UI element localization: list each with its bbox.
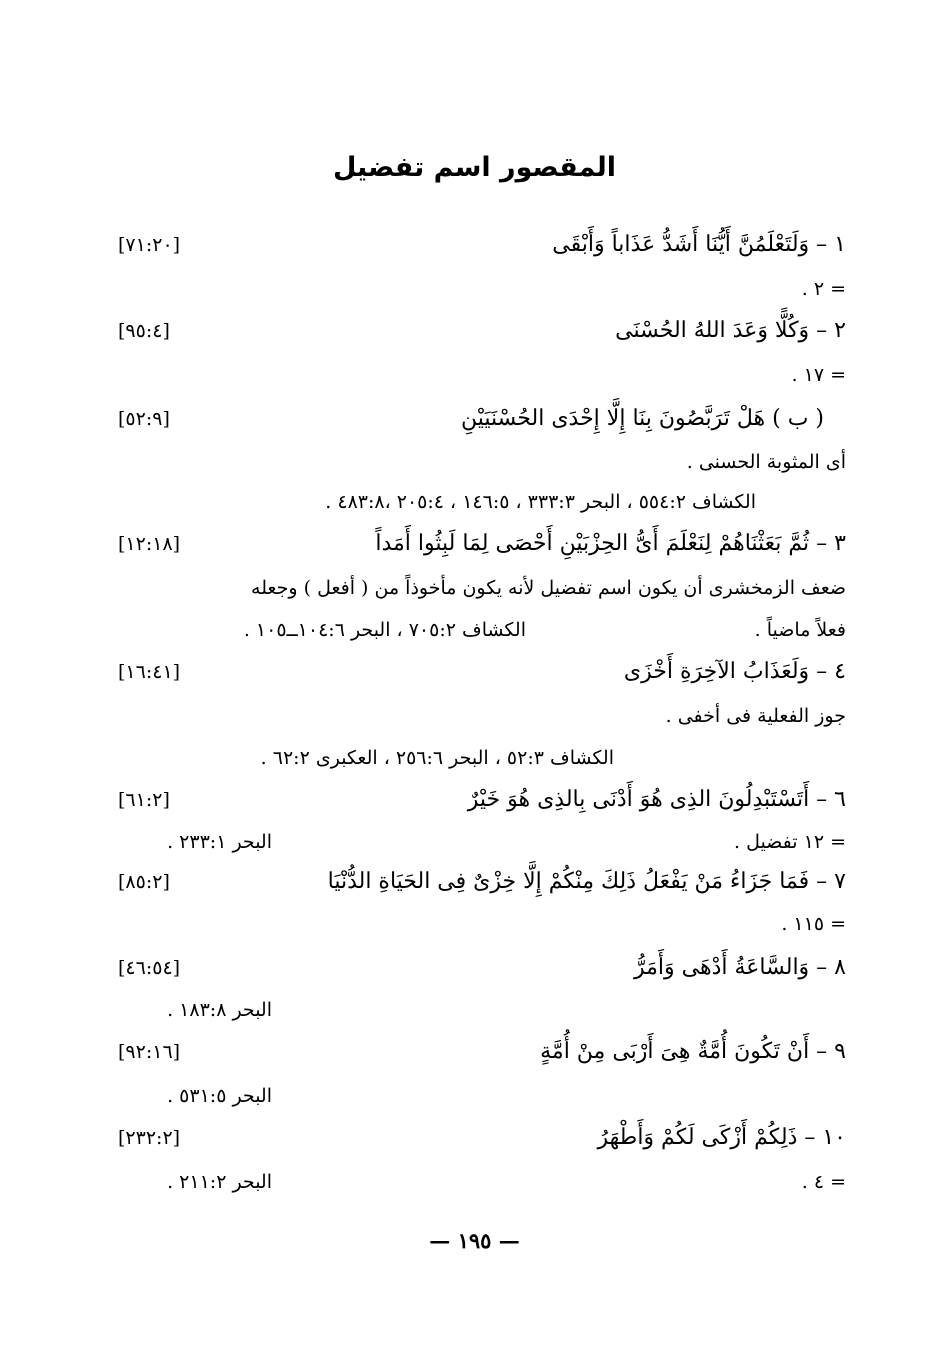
entry-8-line (118, 947, 846, 989)
entry-10-line (118, 1117, 846, 1159)
verse-reference: [٩٥:٤] (118, 320, 170, 342)
entry-3-commentary-cont (118, 609, 846, 651)
entry-6-note (118, 821, 846, 863)
verse-text: ( ب ) هَلْ تَرَبَّصُونَ بِنَا إِلَّا إِحْدَى الحُسْنَيَيْنِ (461, 406, 824, 431)
entry-3-commentary (118, 567, 846, 609)
verse-reference: [٢٣٢:٢] (118, 1127, 181, 1149)
entry-9-sources (118, 1075, 846, 1117)
note-text: = ١٢ تفضيل . (733, 831, 846, 853)
verse-text: ٨ – وَالسَّاعَةُ أَدْهَى وَأَمَرُّ (634, 955, 846, 980)
verse-reference: [٨٥:٢] (118, 871, 170, 893)
commentary-text: جوز الفعلية فى أخفى . (665, 705, 846, 727)
entry-8-sources (118, 989, 846, 1031)
source-citation: البحر ١٨٣:٨ . (167, 999, 272, 1021)
page-number: — ١٩٥ — (429, 1228, 520, 1253)
verse-reference: [٦١:٢] (118, 789, 170, 811)
entry-4-line (118, 651, 846, 693)
note-text: = ١١٥ . (781, 913, 846, 935)
entry-4-sources (118, 737, 846, 779)
verse-reference: [٧١:٢٠] (118, 234, 181, 256)
entry-7-line (118, 861, 846, 903)
verse-text: ١ – وَلَتَعْلَمُنَّ أَيُّنَا أَشَدُّ عَذَاباً وَأَبْقَى (552, 232, 846, 257)
source-citation: البحر ٢١١:٢ . (167, 1171, 272, 1193)
entry-3-line (118, 523, 846, 565)
page-title: المقصور اسم تفضيل (332, 152, 617, 183)
verse-text: ٦ – أَتَسْتَبْدِلُونَ الذِى هُوَ أَدْنَى بِالذِى هُوَ خَيْرٌ (467, 787, 846, 812)
source-citation: الكشاف ٧٠٥:٢ ، البحر ١٠٤:٦ــ١٠٥ . (243, 619, 526, 641)
entry-10-note (118, 1161, 846, 1203)
entry-2b-commentary (118, 441, 846, 483)
commentary-text: أى المثوبة الحسنى . (686, 451, 846, 473)
entry-2b-line (118, 398, 846, 440)
verse-text: ٣ – ثُمَّ بَعَثْنَاهُمْ لِنَعْلَمَ أَىُّ الحِزْبَيْنِ أَحْصَى لِمَا لَبِثُوا أَمَداً (375, 531, 846, 556)
source-citation: البحر ٢٣٣:١ . (167, 831, 272, 853)
entry-1-note (118, 268, 846, 310)
note-text: = ٤ . (801, 1171, 846, 1193)
verse-text: ٤ – وَلَعَذَابُ الآخِرَةِ أَخْزَى (623, 659, 846, 684)
commentary-text: فعلاً ماضياً . (754, 619, 846, 641)
verse-text: ٢ – وَكُلًّا وَعَدَ اللهُ الحُسْنَى (615, 318, 846, 343)
entry-4-commentary (118, 695, 846, 737)
verse-reference: [١٢:١٨] (118, 533, 181, 555)
verse-reference: [٤٦:٥٤] (118, 957, 181, 979)
entry-7-note (118, 903, 846, 945)
entry-9-line (118, 1031, 846, 1073)
note-text: = ٢ . (801, 278, 846, 300)
verse-text: ٧ – فَمَا جَزَاءُ مَنْ يَفْعَلُ ذَلِكَ مِنْكُمْ إِلَّا خِزْىٌ فِى الحَيَاةِ الدُّنْيَا (327, 869, 846, 894)
entry-2-note (118, 354, 846, 396)
note-text: = ١٧ . (791, 364, 846, 386)
verse-reference: [٥٢:٩] (118, 408, 170, 430)
entry-1-line (118, 224, 846, 266)
source-citation: الكشاف ٥٢:٣ ، البحر ٢٥٦:٦ ، العكبرى ٦٢:٢ . (260, 747, 614, 769)
entry-2b-sources (118, 481, 846, 523)
commentary-text: ضعف الزمخشرى أن يكون اسم تفضيل لأنه يكون مأخوذاً من ( أفعل ) وجعله (251, 577, 846, 599)
verse-reference: [٩٢:١٦] (118, 1041, 181, 1063)
entry-2-line (118, 310, 846, 352)
source-citation: البحر ٥٣١:٥ . (167, 1085, 272, 1107)
verse-text: ١٠ – ذَلِكُمْ أَزْكَى لَكُمْ وَأَطْهَرُ (597, 1125, 846, 1150)
source-citation: الكشاف ٥٥٤:٢ ، البحر ٣٣٣:٣ ، ١٤٦:٥ ، ٢٠٥:٤ ،٤٨٣:٨ . (325, 491, 756, 513)
verse-reference: [١٦:٤١] (118, 661, 181, 683)
verse-text: ٩ – أَنْ تَكُونَ أُمَّةٌ هِىَ أَرْبَى مِنْ أُمَّةٍ (540, 1039, 846, 1064)
entry-6-line (118, 779, 846, 821)
